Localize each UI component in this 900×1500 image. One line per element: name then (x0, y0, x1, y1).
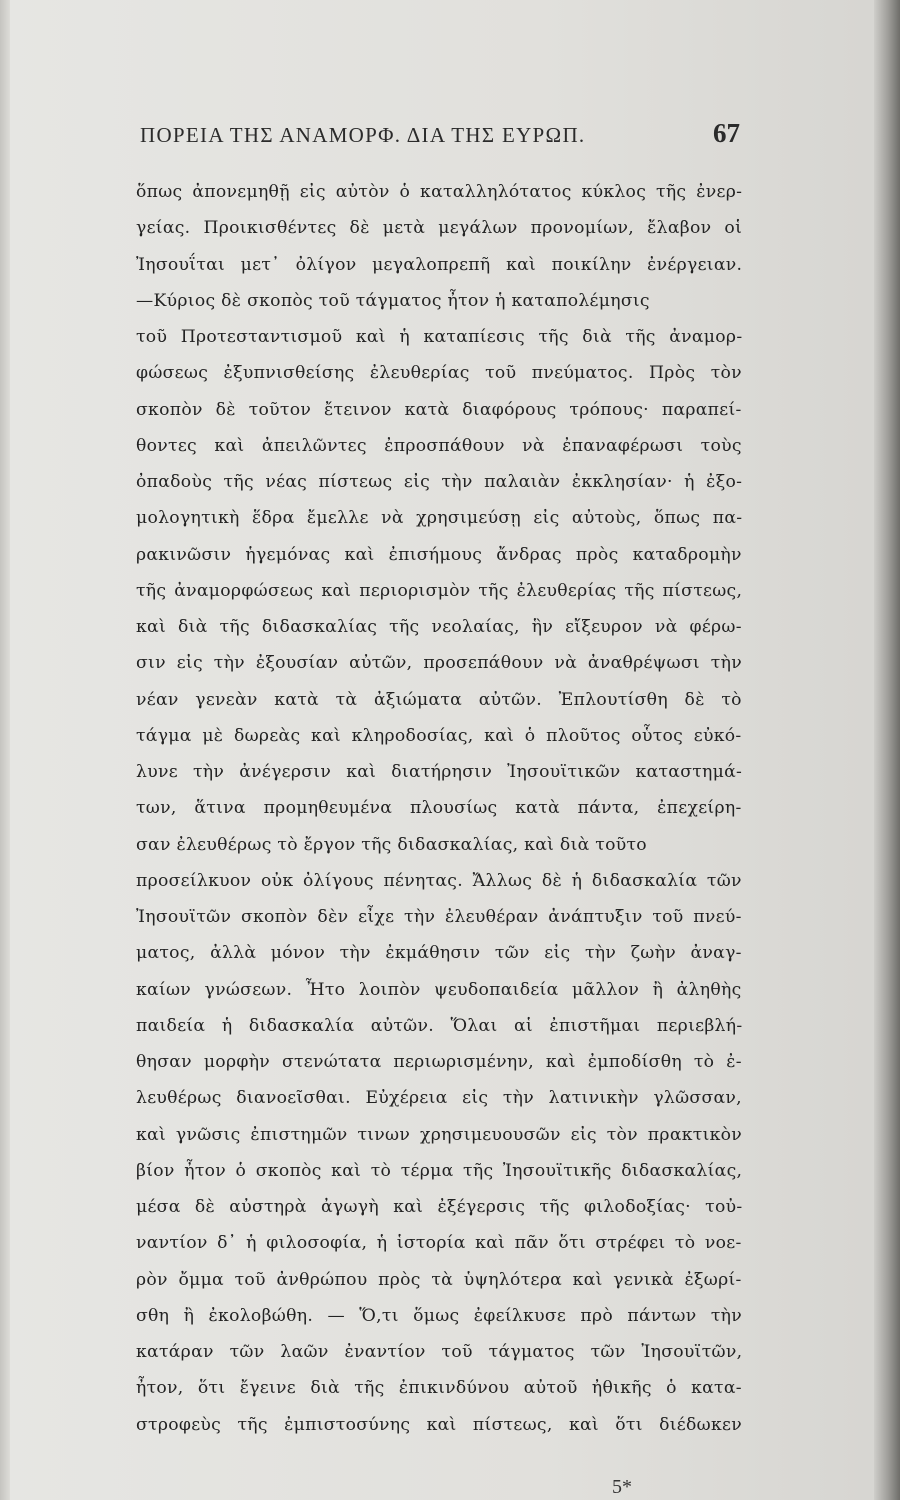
text-line: καὶ γνῶσις ἐπιστημῶν τινων χρησιμευουσῶν εἰς τὸν πρακτικὸν (136, 1124, 743, 1145)
signature-mark: 5* (612, 1476, 632, 1498)
text-line: τοῦ Προτεσταντισμοῦ καὶ ἡ καταπίεσις τῆς διὰ τῆς ἀναμορ- (136, 327, 743, 347)
text-line: παιδεία ἡ διδασκαλία αὐτῶν. Ὅλαι αἱ ἐπιστῆμαι περιεβλή- (136, 1015, 743, 1036)
text-line: μολογητικὴ ἕδρα ἔμελλε νὰ χρησιμεύσῃ εἰς αὐτοὺς, ὅπως πα- (136, 508, 743, 529)
text-line: θησαν μορφὴν στενώτατα περιωρισμένην, καὶ ἐμποδίσθη τὸ ἐ- (136, 1052, 742, 1072)
text-line: ὀπαδοὺς τῆς νέας πίστεως εἰς τὴν παλαιὰν ἐκκλησίαν· ἡ ἐξο- (136, 472, 743, 492)
text-line: —Κύριος δὲ σκοπὸς τοῦ τάγματος ἦτον ἡ καταπολέμησις (136, 290, 650, 311)
text-line: μέσα δὲ αὐστηρὰ ἀγωγὴ καὶ ἐξέγερσις τῆς φιλοδοξίας· τοὐ- (136, 1197, 743, 1217)
text-line: ἦτον, ὅτι ἔγεινε διὰ τῆς ἐπικινδύνου αὐτοῦ ἠθικῆς ὁ κατα- (136, 1378, 742, 1399)
text-line: στροφεὺς τῆς ἐμπιστοσύνης καὶ πίστεως, καὶ ὅτι διέδωκεν (136, 1414, 742, 1435)
text-line: βίον ἦτον ὁ σκοπὸς καὶ τὸ τέρμα τῆς Ἰησουϊτικῆς διδασκαλίας, (136, 1160, 743, 1181)
text-line: σθη ἢ ἐκολοβώθη. — Ὅ,τι ὅμως ἐφείλκυσε πρὸ πάντων τὴν (136, 1305, 742, 1326)
page-number: 67 (713, 118, 740, 148)
page-edge-shadow (874, 0, 900, 1500)
page-header (140, 118, 740, 149)
text-line: προσείλκυον οὐκ ὀλίγους πένητας. Ἄλλως δὲ ἡ διδασκαλία τῶν (136, 870, 742, 891)
running-title: ΠΟΡΕΙΑ ΤΗΣ ΑΝΑΜΟΡΦ. ΔΙΑ ΤΗΣ ΕΥΡΩΠ. (140, 123, 586, 147)
text-line: ματος, ἀλλὰ μόνον τὴν ἐκμάθησιν τῶν εἰς τὴν ζωὴν ἀναγ- (136, 943, 742, 964)
text-line: τῆς ἀναμορφώσεως καὶ περιορισμὸν τῆς ἐλευθερίας τῆς πίστεως, (136, 580, 743, 601)
text-line: σκοπὸν δὲ τοῦτον ἔτεινον κατὰ διαφόρους τρόπους· παραπεί- (136, 399, 742, 420)
text-line: τάγμα μὲ δωρεὰς καὶ κληροδοσίας, καὶ ὁ πλοῦτος οὗτος εὐκό- (136, 725, 742, 746)
text-line: ναντίον δ᾽ ἡ φιλοσοφία, ἡ ἱστορία καὶ πᾶν ὅτι στρέφει τὸ νοε- (136, 1233, 742, 1254)
text-line: θοντες καὶ ἀπειλῶντες ἐπροσπάθουν νὰ ἐπαναφέρωσι τοὺς (136, 435, 742, 456)
text-line: λευθέρως διανοεῖσθαι. Εὐχέρεια εἰς τὴν λατινικὴν γλῶσσαν, (136, 1088, 742, 1109)
text-line: σιν εἰς τὴν ἐξουσίαν αὐτῶν, προσεπάθουν νὰ ἀναθρέψωσι τὴν (136, 653, 742, 674)
text-line: κατάραν τῶν λαῶν ἐναντίον τοῦ τάγματος τῶν Ἰησουϊτῶν, (136, 1342, 743, 1362)
text-line: γείας. Προικισθέντες δὲ μετὰ μεγάλων προνομίων, ἔλαβον οἱ (136, 218, 743, 239)
text-line: καὶ διὰ τῆς διδασκαλίας τῆς νεολαίας, ἣν εἴξευρον νὰ φέρω- (136, 617, 742, 637)
text-line: φώσεως ἐξυπνισθείσης ἐλευθερίας τοῦ πνεύματος. Πρὸς τὸν (136, 363, 742, 384)
text-line: Ἰησουϊτῶν σκοπὸν δὲν εἶχε τὴν ἐλευθέραν ἀνάπτυξιν τοῦ πνεύ- (136, 907, 742, 927)
text-line: νέαν γενεὰν κατὰ τὰ ἀξιώματα αὐτῶν. Ἐπλουτίσθη δὲ τὸ (136, 689, 742, 710)
text-line: ρακινῶσιν ἡγεμόνας καὶ ἐπισήμους ἄνδρας πρὸς καταδρομὴν (136, 544, 742, 565)
text-line: ρὸν ὄμμα τοῦ ἀνθρώπου πρὸς τὰ ὑψηλότερα καὶ γενικὰ ἐξωρί- (136, 1269, 742, 1290)
body-text (136, 174, 742, 1443)
text-line: ὅπως ἀπονεμηθῇ εἰς αὐτὸν ὁ καταλληλότατος κύκλος τῆς ἐνερ- (136, 182, 743, 202)
text-line: Ἰησουΐται μετ᾽ ὀλίγον μεγαλοπρεπῆ καὶ ποικίλην ἐνέργειαν. (136, 254, 743, 275)
page-gutter-shadow (0, 0, 10, 1500)
text-line: σαν ἐλευθέρως τὸ ἔργον τῆς διδασκαλίας, καὶ διὰ τοῦτο (136, 834, 647, 855)
text-line: των, ἅτινα προμηθευμένα πλουσίως κατὰ πάντα, ἐπεχείρη- (136, 798, 742, 819)
text-line: λυνε τὴν ἀνέγερσιν καὶ διατήρησιν Ἰησουϊτικῶν καταστημά- (136, 762, 743, 782)
text-line: καίων γνώσεων. Ἦτο λοιπὸν ψευδοπαιδεία μᾶλλον ἢ ἀληθὴς (136, 979, 742, 1000)
